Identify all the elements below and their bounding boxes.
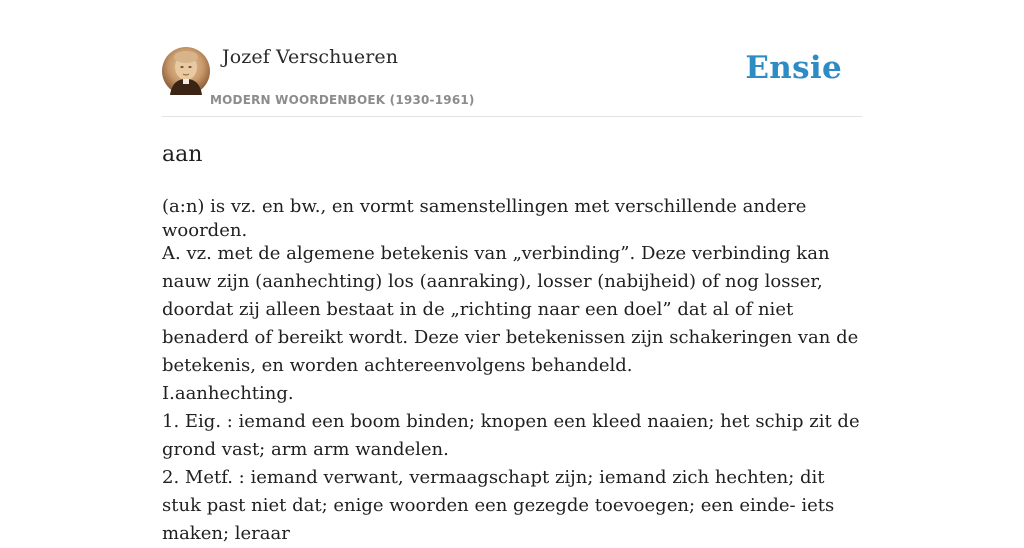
- author-name[interactable]: Jozef Verschueren: [222, 46, 399, 68]
- paragraph-a: A. vz. met de algemene betekenis van „verbinding”. Deze verbinding kan nauw zijn (aanhechting) los (aanraking), losser (nabijheid) of nog losser, doordat zij alleen bestaat in de „richting naar een doel” dat al of niet benaderd of bereikt wordt. Deze vier betekenissen zijn schakeringen van de betekenis, en worden achtereenvolgens behandeld.: [162, 243, 859, 376]
- definition-item: 2. Metf. : iemand verwant, vermaagschapt zijn; iemand zich hechten; dit stuk past niet dat; enige woorden een gezegde toevoegen; een einde- iets maken; leraar: [162, 467, 835, 544]
- entry-header: [162, 0, 862, 117]
- definition-item: 1. Eig. : iemand een boom binden; knopen een kleed naaien; het schip zit de grond vast; arm arm wandelen.: [162, 411, 860, 460]
- source-title[interactable]: MODERN WOORDENBOEK (1930-1961): [210, 93, 475, 107]
- entry-term: aan: [162, 142, 203, 167]
- entry-intro: (a:n) is vz. en bw., en vormt samenstellingen met verschillende andere woorden.: [162, 196, 807, 241]
- section-heading: I.aanhechting.: [162, 383, 294, 404]
- ensie-logo[interactable]: Ensie: [745, 50, 842, 86]
- page-container: [162, 0, 862, 544]
- author-avatar[interactable]: [162, 47, 210, 95]
- portrait-icon: [162, 47, 210, 95]
- entry-body: [162, 240, 862, 548]
